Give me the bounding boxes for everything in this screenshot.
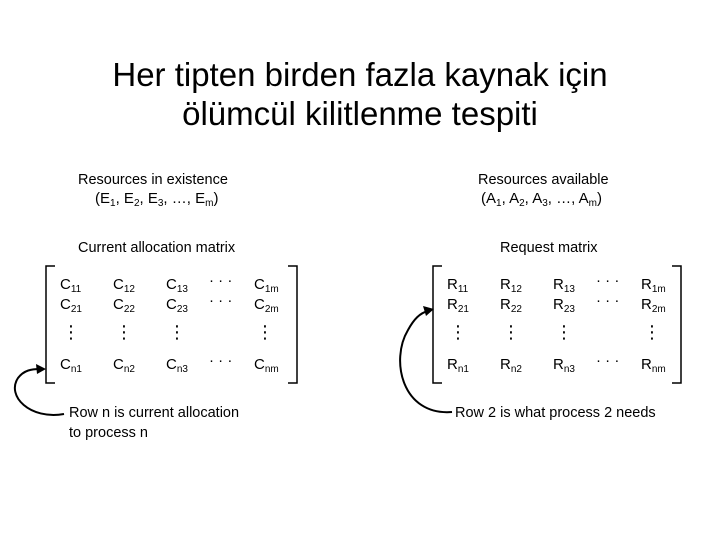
allocation-matrix-cell: $C_{23}$ xyxy=(166,296,188,315)
allocation-matrix-cell: $C_{n1}$ xyxy=(60,356,82,375)
request-matrix-hdots: · · · xyxy=(596,292,620,309)
right-matrix-open-bracket xyxy=(433,266,442,383)
available-vector: ($A_1$, $A_2$, $A_3$, …, $A_m$) xyxy=(481,190,602,209)
slide-title-line2: ölümcül kilitlenme tespiti xyxy=(182,95,538,132)
allocation-matrix-vdots: ⋮ xyxy=(168,322,186,342)
request-matrix-cell: $R_{23}$ xyxy=(553,296,575,315)
request-matrix-cell: $R_{11}$ xyxy=(447,276,469,295)
allocation-matrix-vdots: ⋮ xyxy=(62,322,80,342)
slide-title-line1: Her tipten birden fazla kaynak için xyxy=(112,56,608,93)
request-matrix-vdots: ⋮ xyxy=(449,322,467,342)
request-matrix-cell: $R_{22}$ xyxy=(500,296,522,315)
left-matrix-open-bracket xyxy=(46,266,55,383)
request-matrix-cell: $R_{n2}$ xyxy=(500,356,522,375)
request-matrix-hdots: · · · xyxy=(596,352,620,369)
available-label: Resources available xyxy=(478,172,609,188)
allocation-matrix-hdots: · · · xyxy=(209,292,233,309)
left-arrowhead xyxy=(36,364,46,374)
available-item: $A_3$ xyxy=(532,190,548,209)
request-matrix-cell: $R_{1m}$ xyxy=(641,276,666,295)
existence-vector: ($E_1$, $E_2$, $E_3$, …, $E_m$) xyxy=(95,190,219,209)
row-n-note-line1: Row n is current allocation xyxy=(69,405,240,421)
existence-item: $E_m$ xyxy=(195,190,214,209)
request-matrix-vdots: ⋮ xyxy=(555,322,573,342)
available-item: $A_2$ xyxy=(509,190,525,209)
allocation-matrix-hdots: · · · xyxy=(209,272,233,289)
request-matrix-hdots: · · · xyxy=(596,272,620,289)
allocation-matrix-cell: $C_{13}$ xyxy=(166,276,188,295)
allocation-matrix-cell: $C_{nm}$ xyxy=(254,356,279,375)
allocation-matrix-cell: $C_{21}$ xyxy=(60,296,82,315)
existence-label: Resources in existence xyxy=(78,172,228,188)
request-matrix-cell: $R_{n3}$ xyxy=(553,356,575,375)
left-arrow xyxy=(15,369,64,415)
existence-item: $E_1$ xyxy=(100,190,116,209)
request-matrix-cell: $R_{nm}$ xyxy=(641,356,666,375)
request-matrix-vdots: ⋮ xyxy=(502,322,520,342)
allocation-matrix-cell: $C_{12}$ xyxy=(113,276,135,295)
request-matrix-label: Request matrix xyxy=(500,240,598,256)
available-item: $A_1$ xyxy=(486,190,502,209)
allocation-matrix-label: Current allocation matrix xyxy=(78,240,236,256)
request-matrix-cell: $R_{12}$ xyxy=(500,276,522,295)
available-item: $A_m$ xyxy=(578,190,597,209)
allocation-matrix-cell: $C_{n3}$ xyxy=(166,356,188,375)
allocation-matrix-cell: $C_{2m}$ xyxy=(254,296,279,315)
row-n-note-line2: to process n xyxy=(69,425,148,441)
allocation-matrix-vdots: ⋮ xyxy=(115,322,133,342)
request-matrix-vdots: ⋮ xyxy=(643,322,661,342)
allocation-matrix-cell: $C_{11}$ xyxy=(60,276,82,295)
request-matrix-cell: $R_{13}$ xyxy=(553,276,575,295)
allocation-matrix-vdots: ⋮ xyxy=(256,322,274,342)
left-matrix-close-bracket xyxy=(288,266,297,383)
right-matrix-close-bracket xyxy=(672,266,681,383)
existence-item: $E_3$ xyxy=(147,190,164,209)
allocation-matrix-cell: $C_{n2}$ xyxy=(113,356,135,375)
request-matrix-cell: $R_{n1}$ xyxy=(447,356,469,375)
right-arrow xyxy=(400,311,452,412)
existence-item: $E_2$ xyxy=(123,190,140,209)
request-matrix-cell: $R_{21}$ xyxy=(447,296,469,315)
allocation-matrix-cell: $C_{22}$ xyxy=(113,296,135,315)
allocation-matrix-cell: $C_{1m}$ xyxy=(254,276,279,295)
row-2-note: Row 2 is what process 2 needs xyxy=(455,405,656,421)
request-matrix-cell: $R_{2m}$ xyxy=(641,296,666,315)
allocation-matrix-hdots: · · · xyxy=(209,352,233,369)
